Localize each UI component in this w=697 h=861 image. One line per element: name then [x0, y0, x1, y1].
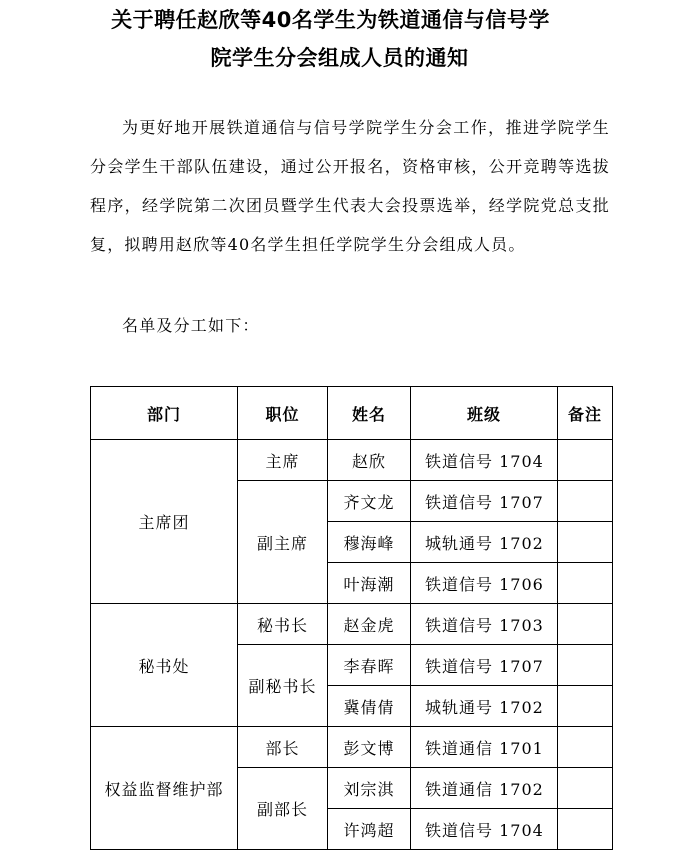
remarks-cell: [558, 481, 613, 522]
remarks-cell: [558, 686, 613, 727]
header-position: 职位: [238, 387, 328, 440]
table-body: [91, 440, 613, 850]
remarks-cell: [558, 440, 613, 481]
member-class-cell: 城轨通号 1702: [411, 522, 558, 563]
remarks-cell: [558, 604, 613, 645]
member-class-cell: 铁道信号 1704: [411, 809, 558, 850]
member-class-cell: 铁道信号 1707: [411, 645, 558, 686]
document-title-line-1: 关于聘任赵欣等40名学生为铁道通信与信号学: [111, 8, 550, 32]
body-paragraph-1: 为更好地开展铁道通信与信号学院学生分会工作，推进学院学生分会学生干部队伍建设，通过公开报名，资格审核，公开竞聘等选拔程序，经学院第二次团员暨学生代表大会投票选举，经学院党总支批复，拟聘用赵欣等40名学生担任学院学生分会组成人员。: [90, 118, 610, 254]
member-class-cell: 铁道信号 1707: [411, 481, 558, 522]
member-name-cell: 赵金虎: [328, 604, 411, 645]
table-row: [91, 604, 613, 645]
remarks-cell: [558, 645, 613, 686]
member-name-cell: 齐文龙: [328, 481, 411, 522]
position-cell: 主席: [238, 440, 328, 481]
remarks-cell: [558, 522, 613, 563]
member-name-cell: 彭文博: [328, 727, 411, 768]
department-cell: 主席团: [91, 440, 238, 604]
position-cell: 副主席: [238, 481, 328, 604]
remarks-cell: [558, 727, 613, 768]
member-class-cell: 铁道信号 1706: [411, 563, 558, 604]
member-name-cell: 冀倩倩: [328, 686, 411, 727]
member-name-cell: 叶海潮: [328, 563, 411, 604]
member-name-cell: 穆海峰: [328, 522, 411, 563]
member-name-cell: 李春晖: [328, 645, 411, 686]
header-department: 部门: [91, 387, 238, 440]
member-class-cell: 铁道通信 1702: [411, 768, 558, 809]
header-remarks: 备注: [558, 387, 613, 440]
body-paragraph-2: 名单及分工如下：: [122, 316, 260, 335]
department-cell: 秘书处: [91, 604, 238, 727]
position-cell: 副部长: [238, 768, 328, 850]
member-class-cell: 城轨通号 1702: [411, 686, 558, 727]
position-cell: 秘书长: [238, 604, 328, 645]
table-row: [91, 727, 613, 768]
member-class-cell: 铁道信号 1704: [411, 440, 558, 481]
table-header-row: [91, 387, 613, 440]
remarks-cell: [558, 809, 613, 850]
member-name-cell: 许鸿超: [328, 809, 411, 850]
member-name-cell: 刘宗淇: [328, 768, 411, 809]
department-cell: 权益监督维护部: [91, 727, 238, 850]
position-cell: 副秘书长: [238, 645, 328, 727]
header-name: 姓名: [328, 387, 411, 440]
remarks-cell: [558, 563, 613, 604]
remarks-cell: [558, 768, 613, 809]
position-cell: 部长: [238, 727, 328, 768]
member-name-cell: 赵欣: [328, 440, 411, 481]
header-class: 班级: [411, 387, 558, 440]
member-class-cell: 铁道信号 1703: [411, 604, 558, 645]
member-roster-table: [90, 386, 613, 850]
document-title-line-2: 院学生分会组成人员的通知: [210, 46, 469, 70]
member-class-cell: 铁道通信 1701: [411, 727, 558, 768]
table-row: [91, 440, 613, 481]
